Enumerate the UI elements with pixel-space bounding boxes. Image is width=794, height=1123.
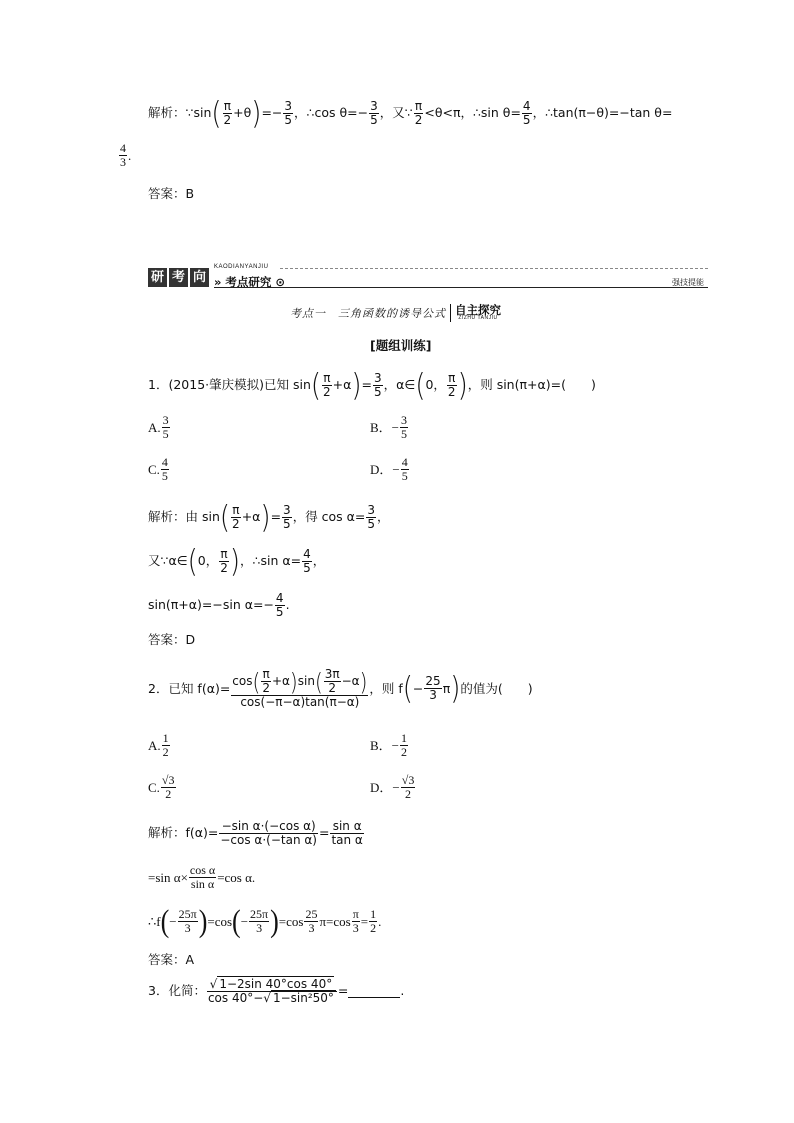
- top-answer: 答案：B: [148, 186, 195, 201]
- q2-option-c: C. $\frac{√3}{2}$: [148, 773, 175, 802]
- banner-title: » 考点研究 ⊙: [214, 275, 286, 289]
- group-heading: [题组训练]: [370, 338, 432, 353]
- q1-option-d: D．− $\frac{4}{5}$: [370, 455, 408, 484]
- q1-solution-1: 解析：由 sin ( $\frac{\pi}{2}$ +α ) = $\frac{3}{5}$ ，得 cos α= $\frac{3}{5}$ ，: [148, 499, 390, 536]
- q1-answer: 答案：D: [148, 632, 196, 647]
- top-analysis-line: 解析：∵sin ( $\frac{\pi}{2}$ +θ ) =− $\frac{3}{5}$ ，∴cos θ=− $\frac{3}{5}$ ，又∵ $\frac{\pi}{2}$ <θ<π，∴sin θ= $\frac{4}{5}$ ，∴tan(π−θ)=−tan θ=: [148, 95, 673, 132]
- q1-solution-2: 又∵α∈ ( 0， $\frac{\pi}{2}$ ) ，∴sin α= $\frac{4}{5}$ ，: [148, 543, 326, 580]
- q1-option-a: A. $\frac{3}{5}$: [148, 413, 169, 442]
- q2-solution-3: ∴f ( − $\frac{25\pi}{3}$ ) =cos ( − $\frac{25\pi}{3}$ ) =cos $\frac{25}{3}$ π=cos $\frac{\pi}{3}$ = $\frac{1}{2}$ .: [148, 903, 382, 939]
- q2-option-d: D．− $\frac{√3}{2}$: [370, 773, 415, 802]
- divider: [214, 287, 708, 288]
- answer-blank[interactable]: [348, 985, 400, 998]
- section-heading: 考点一 三角函数的诱导公式 自主探究 ZIZHU TANJIU: [290, 302, 501, 322]
- q1-solution-3: sin(π+α)=−sin α=− $\frac{4}{5}$ .: [148, 591, 290, 620]
- frac-pi-2: $\frac{\pi}{2}$: [223, 99, 232, 128]
- q2-solution-2: =sin α× $\frac{\text{cos α}}{\text{sin α}}$ =cos α.: [148, 863, 256, 892]
- banner-right: 强技提能: [672, 278, 704, 287]
- q2-option-a: A. $\frac{1}{2}$: [148, 731, 169, 760]
- q2-solution-1: 解析：f(α)= $\frac{\text{−sin α·(−cos α)}}{\text{−cos α·(−tan α)}}$ = $\frac{\text{sin α}}{\text{tan α}}$: [148, 819, 363, 848]
- divider: [280, 268, 708, 269]
- top-result: $\frac{4}{3}$ .: [120, 141, 132, 170]
- q2-answer: 答案：A: [148, 952, 195, 967]
- question-1-stem: 1．(2015·肇庆模拟)已知 sin ( $\frac{\pi}{2}$ +α ) = $\frac{3}{5}$ ，α∈ ( 0， $\frac{\pi}{2}$ ) ，则 sin(π+α)=( ): [148, 367, 596, 404]
- question-3-stem: 3．化简： $\frac{√ 1-2\sin 40^\circ\cos 40^\circ}{\text{cos 40°−√ 1−sin²50°}}$ = .: [148, 977, 405, 1006]
- q2-option-b: B．− $\frac{1}{2}$: [370, 731, 408, 760]
- question-2-stem: 2．已知 f(α)= cos ( $\frac{\pi}{2}$ +α ) sin ( $\frac{3\pi}{2}$ −α ) cos(−π−α)tan(π−α) ，则 f ( − $\frac{25}{3}$ π ) 的值为( ): [148, 667, 533, 710]
- q1-option-b: B．− $\frac{3}{5}$: [370, 413, 408, 442]
- q1-option-c: C. $\frac{4}{5}$: [148, 455, 168, 484]
- tag-self-study: 自主探究 ZIZHU TANJIU: [455, 302, 501, 322]
- section-banner: 研 考 向 KAODIANYANJIU » 考点研究 ⊙ 强技提能: [148, 264, 708, 288]
- banner-boxes: 研 考 向: [148, 268, 211, 287]
